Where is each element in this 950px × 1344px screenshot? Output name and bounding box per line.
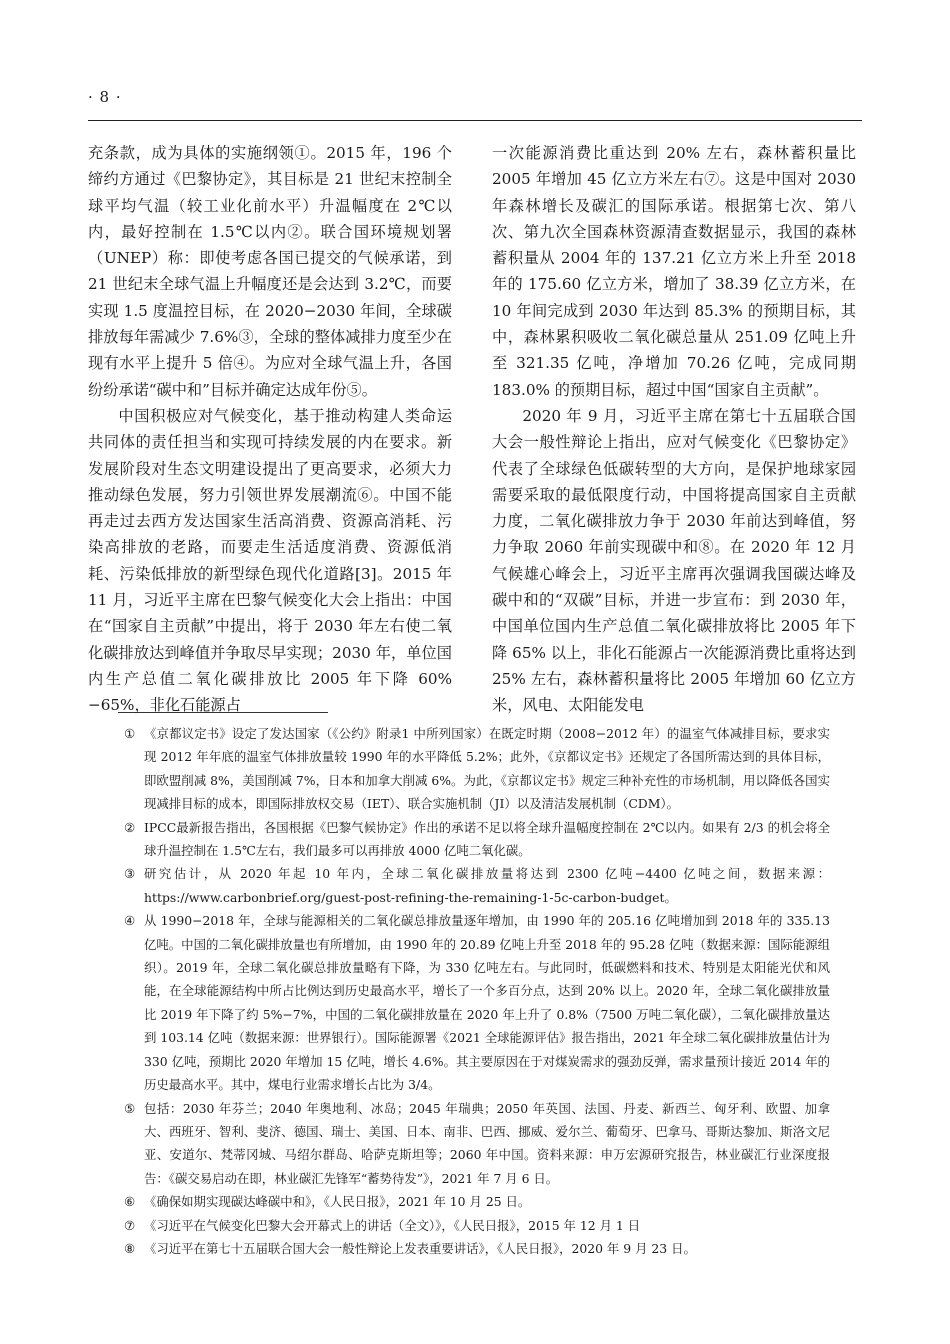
footnote-mark: ① — [124, 726, 136, 741]
footnote-rule — [118, 712, 328, 713]
footnote-mark: ⑦ — [124, 1217, 136, 1233]
footnotes — [124, 722, 830, 1260]
footnote-text: 从 1990−2018 年，全球与能源相关的二氧化碳总排放量逐年增加，由 1990 年的 205.16 亿吨增加到 2018 年的 335.13 亿吨。中国的二氧化碳排放量也有所增加，由 1990 年的 20.89 亿吨上升至 2018 年的 95.28 亿吨（数据来源：国际能源组织）。2019 年，全球二氧化碳总排放量略有下降，为 330 亿吨左右。与此同时，低碳燃料和技术、特别是太阳能光伏和风能，在全球能源结构中所占比例达到历史最高水平，增长了一个多百分点，达到 20% 以上。2020 年，全球二氧化碳排放量比 2019 年下降了约 5%−7%，中国的二氧化碳排放量在 2020 年上升了 0.8%（7500 万吨二氧化碳），二氧化碳排放量达到 103.14 亿吨（数据来源：世界银行）。国际能源署《2021 全球能源评估》报告指出，2021 年全球二氧化碳排放量估计为 330 亿吨，预期比 2020 年增加 15 亿吨，增长 4.6%。其主要原因在于对煤炭需求的强劲反弹，需求量预计接近 2014 年的历史最高水平。其中，煤电行业需求增长占比为 3/4。 — [144, 913, 830, 1093]
footnote-text: 《习近平在第七十五届联合国大会一般性辩论上发表重要讲话》，《人民日报》，2020 年 9 月 23 日。 — [144, 1240, 696, 1256]
footnote-mark: ⑤ — [124, 1100, 136, 1116]
footnote-text: IPCC最新报告指出，各国根据《巴黎气候协定》作出的承诺不足以将全球升温幅度控制在 2℃以内。如果有 2/3 的机会将全球升温控制在 1.5℃左右，我们最多可以再排放 4000 亿吨二氧化碳。 — [144, 819, 830, 859]
footnote-text: 《确保如期实现碳达峰碳中和》，《人民日报》，2021 年 10 月 25 日。 — [144, 1194, 531, 1210]
footnote-text: 《习近平在气候变化巴黎大会开幕式上的讲话（全文）》，《人民日报》，2015 年 12 月 1 日 — [144, 1217, 641, 1233]
left-column — [88, 140, 452, 715]
footnote — [124, 1237, 830, 1260]
right-column — [492, 140, 856, 715]
footnote-text: 《京都议定书》设定了发达国家（《公约》附录1 中所列国家）在既定时期（2008−2012 年）的温室气体减排目标，要求实现 2012 年年底的温室气体排放量较 1990 年的水平降低 5.2%；此外，《京都议定书》还规定了各国所需达到的具体目标，即欧盟削减 8%，美国削减 7%，日本和加拿大削减 6%。为此，《京都议定书》规定三种补充性的市场机制，用以降低各国实现减排目标的成本，即国际排放权交易（IET）、联合实施机制（JI）以及清洁发展机制（CDM）。 — [144, 726, 830, 812]
footnote — [124, 722, 830, 816]
paragraph: 2020 年 9 月，习近平主席在第七十五届联合国大会一般性辩论上指出，应对气候变化《巴黎协定》代表了全球绿色低碳转型的大方向，是保护地球家园需要采取的最低限度行动，中国将提高国家自主贡献力度，二氧化碳排放力争于 2030 年前达到峰值，努力争取 2060 年前实现碳中和⑧。在 2020 年 12 月气候雄心峰会上，习近平主席再次强调我国碳达峰及碳中和的“双碳”目标，并进一步宣布：到 2030 年，中国单位国内生产总值二氧化碳排放将比 2005 年下降 65% 以上，非化石能源占一次能源消费比重将达到 25% 左右，森林蓄积量将比 2005 年增加 60 亿立方米，风电、太阳能发电 — [492, 406, 856, 715]
footnote-mark: ⑧ — [124, 1240, 136, 1256]
footnote-text: 研究估计，从 2020 年起 10 年内，全球二氧化碳排放量将达到 2300 亿吨−4400 亿吨之间，数据来源：https://www.carbonbrief.org/guest-post-refining-the-remaining-1-5c-carbon-budget。 — [144, 866, 830, 905]
footnote — [124, 909, 830, 1096]
footnote-text: 包括：2030 年芬兰；2040 年奥地利、冰岛；2045 年瑞典；2050 年英国、法国、丹麦、新西兰、匈牙利、欧盟、加拿大、西班牙、智利、斐济、德国、瑞士、美国、日本、南非、巴西、挪威、爱尔兰、葡萄牙、巴拿马、哥斯达黎加、斯洛文尼亚、安道尔、梵蒂冈城、马绍尔群岛、哈萨克斯坦等；2060 年中国。资料来源：申万宏源研究报告，林业碳汇行业深度报告：《碳交易启动在即，林业碳汇先锋军“蓄势待发”》，2021 年 7 月 6 日。 — [144, 1100, 830, 1186]
header-rule — [88, 120, 862, 121]
page-number: · 8 · — [88, 88, 122, 106]
paragraph: 充条款，成为具体的实施纲领①。2015 年，196 个缔约方通过《巴黎协定》，其目标是 21 世纪末控制全球平均气温（较工业化前水平）升温幅度在 2℃以内，最好控制在 1.5℃以内②。联合国环境规划署（UNEP）称：即使考虑各国已提交的气候承诺，到 21 世纪末全球气温上升幅度还是会达到 3.2℃，而要实现 1.5 度温控目标，在 2020−2030 年间，全球碳排放每年需减少 7.6%③，全球的整体减排力度至少在现有水平上提升 5 倍④。为应对全球气温上升，各国纷纷承诺“碳中和”目标并确定达成年份⑤。 — [88, 144, 452, 399]
footnote — [124, 862, 830, 909]
footnote-mark: ⑥ — [124, 1194, 136, 1210]
footnote — [124, 816, 830, 863]
footnote-mark: ④ — [124, 913, 136, 929]
footnote — [124, 1190, 830, 1213]
footnote — [124, 1214, 830, 1237]
footnote-mark: ② — [124, 819, 136, 835]
paragraph: 中国积极应对气候变化，基于推动构建人类命运共同体的责任担当和实现可持续发展的内在要求。新发展阶段对生态文明建设提出了更高要求，必须大力推动绿色发展，努力引领世界发展潮流⑥。中国不能再走过去西方发达国家生活高消费、资源高消耗、污染高排放的老路，而要走生活适度消费、资源低消耗、污染低排放的新型绿色现代化道路[3]。2015 年 11 月，习近平主席在巴黎气候变化大会上指出：中国在“国家自主贡献”中提出，将于 2030 年左右使二氧化碳排放达到峰值并争取尽早实现；2030 年，单位国内生产总值二氧化碳排放比 2005 年下降 60%−65%，非化石能源占 — [88, 406, 452, 715]
paragraph: 一次能源消费比重达到 20% 左右，森林蓄积量比 2005 年增加 45 亿立方米左右⑦。这是中国对 2030 年森林增长及碳汇的国际承诺。根据第七次、第八次、第九次全国森林资源清查数据显示，我国的森林蓄积量从 2004 年的 137.21 亿立方米上升至 2018 年的 175.60 亿立方米，增加了 38.39 亿立方米，在 10 年间完成到 2030 年达到 85.3% 的预期目标，其中，森林累积吸收二氧化碳总量从 251.09 亿吨上升至 321.35 亿吨，净增加 70.26 亿吨，完成同期 183.0% 的预期目标，超过中国“国家自主贡献”。 — [492, 144, 856, 399]
footnote-mark: ③ — [124, 866, 136, 882]
footnote — [124, 1097, 830, 1191]
